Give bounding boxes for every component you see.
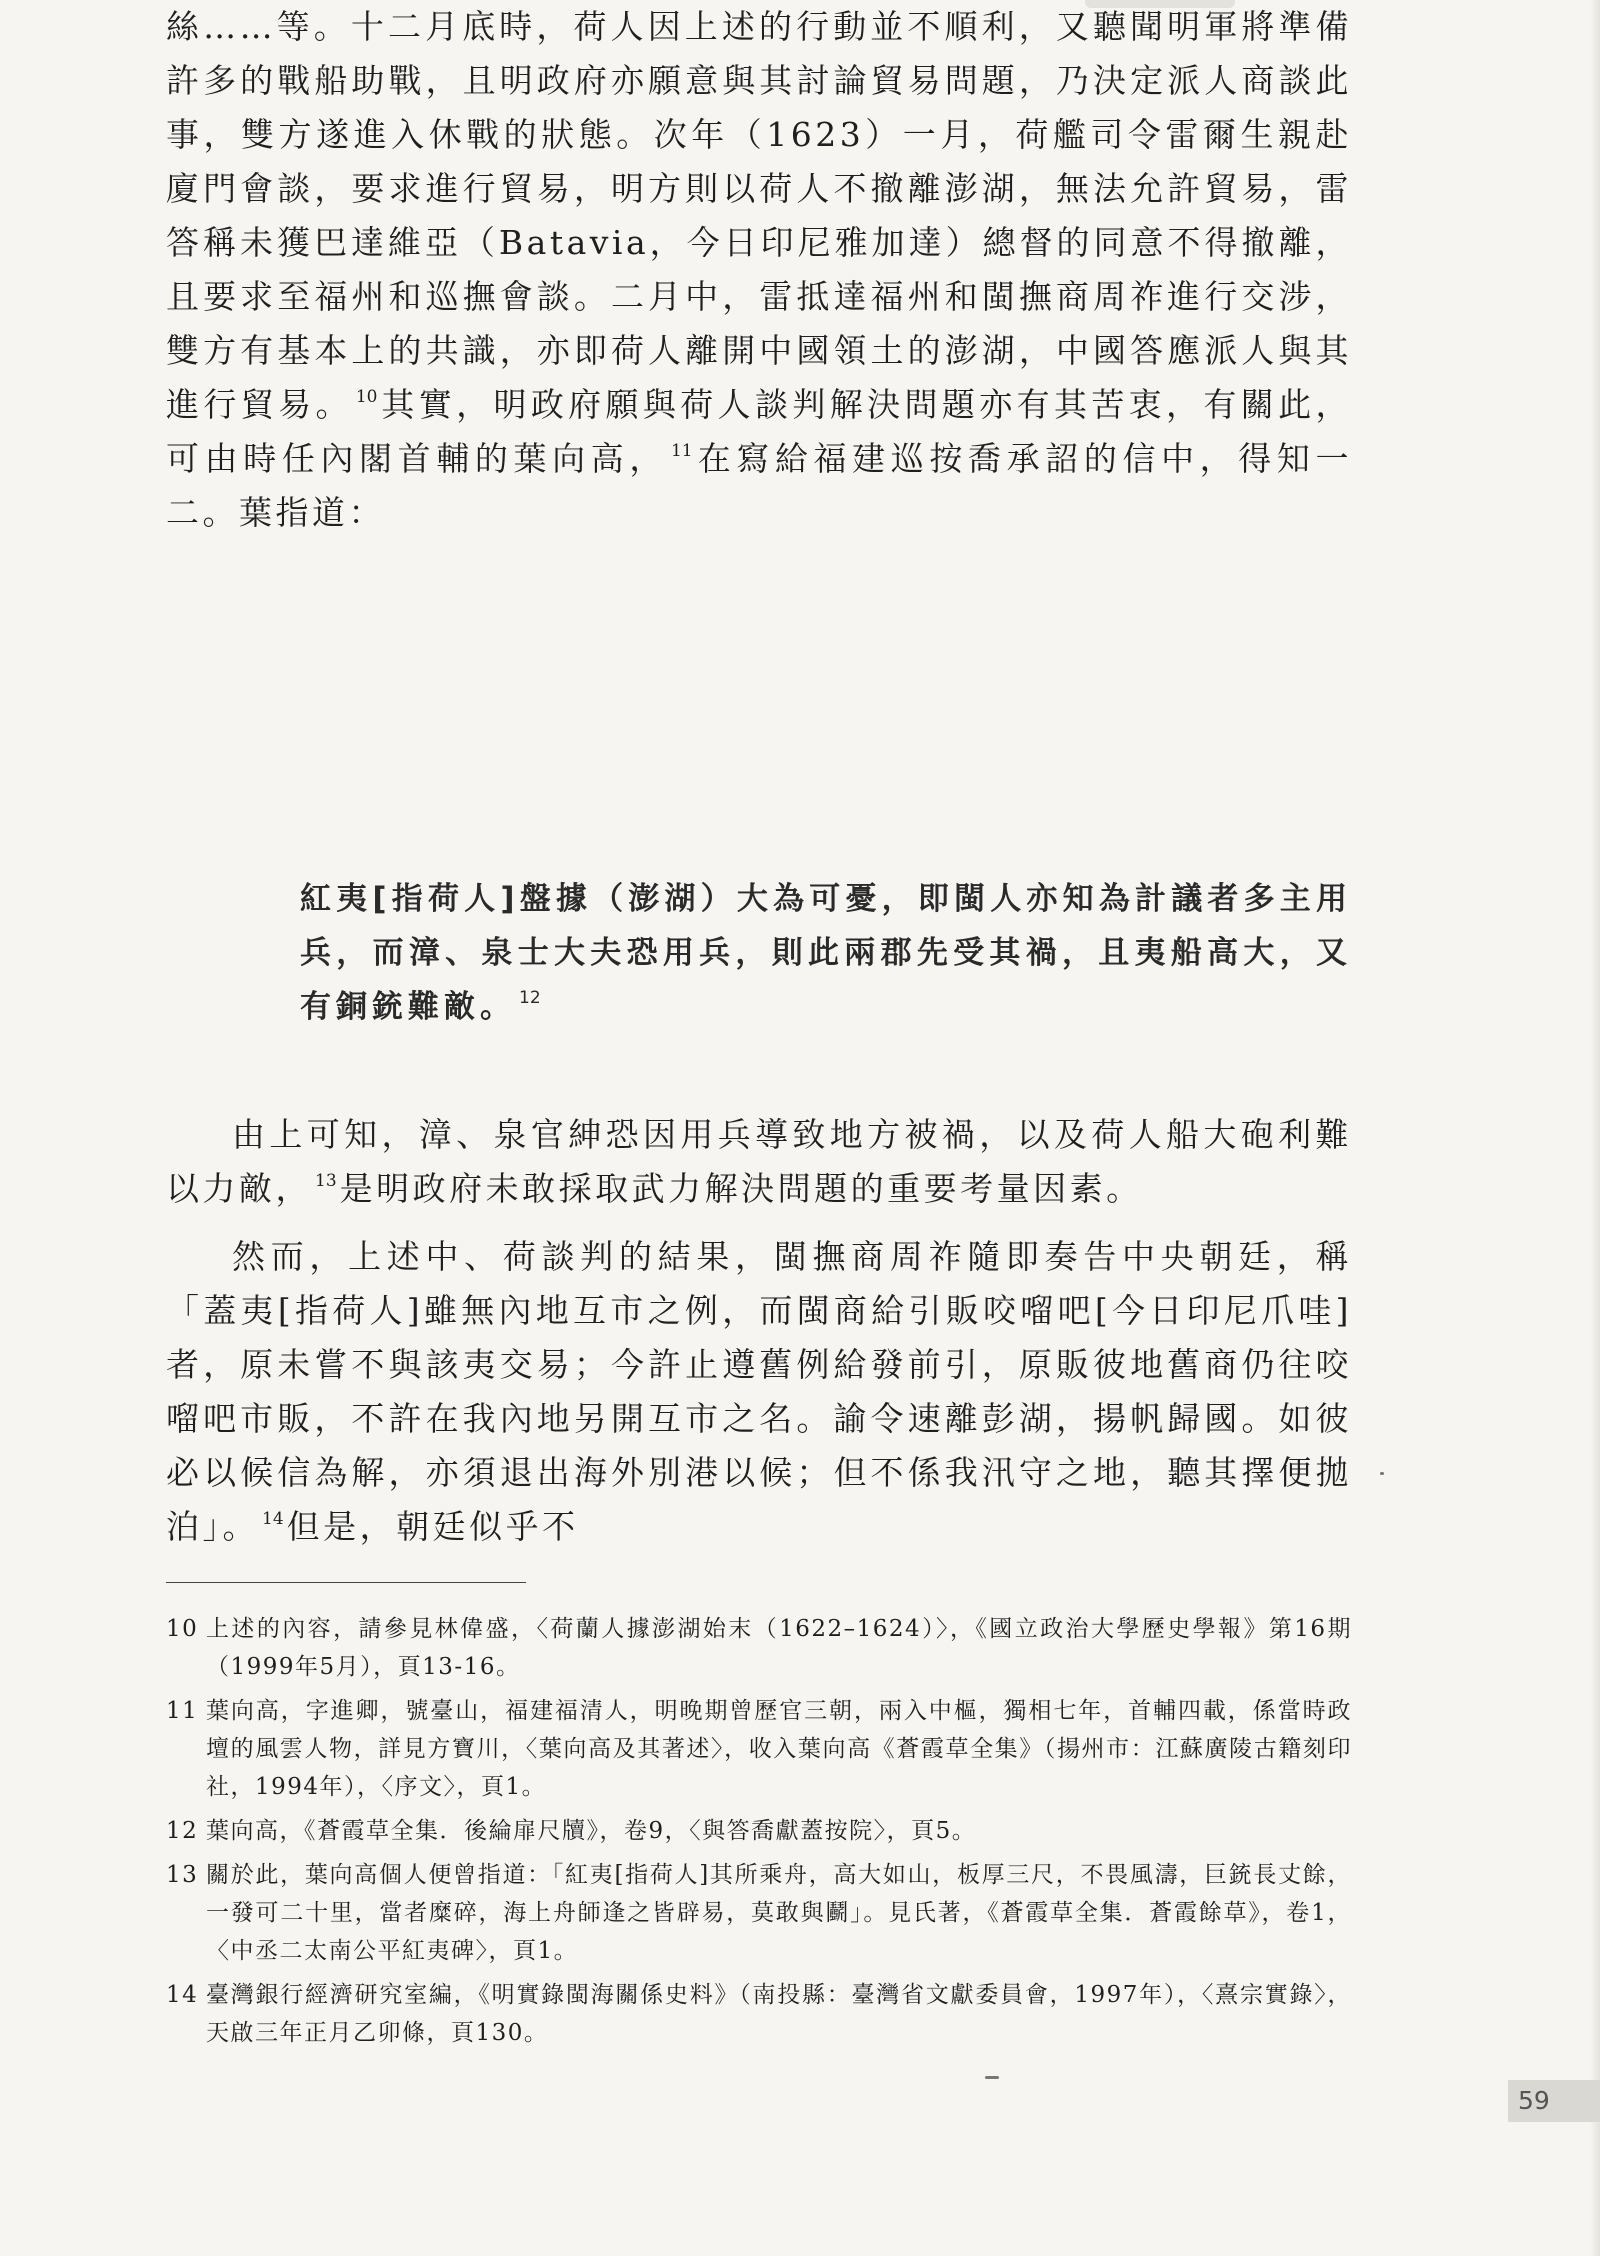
text-run: 絲……等。十二月底時，荷人因上述的行動並不順利，又聽聞明軍將準備許多的戰船助戰，且明政府亦願意與其討論貿易問題，乃決定派人商談此事，雙方遂進入休戰的狀態。次年（1623）一月，荷艦司令雷爾生親赴廈門會談，要求進行貿易，明方則以荷人不撤離澎湖，無法允許貿易，雷答稱未獲巴達維亞（Batavia，今日印尼雅加達）總督的同意不得撤離，且要求至福州和巡撫會談。二月中，雷抵達福州和閩撫商周祚進行交涉，雙方有基本上的共識，亦即荷人離開中國領土的澎湖，中國答應派人與其進行貿易。: [166, 7, 1352, 424]
footnote: [166, 1610, 1352, 1686]
footnote-number: 14: [166, 1982, 199, 2008]
footnote: [166, 1856, 1352, 1970]
text-run: 是明政府未敢採取武力解決問題的重要考量因素。: [339, 1169, 1143, 1208]
footnote-text: 葉向高，字進卿，號臺山，福建福清人，明晚期曾歷官三朝，兩入中樞，獨相七年，首輔四載，係當時政壇的風雲人物，詳見方寶川，〈葉向高及其著述〉，收入葉向高《蒼霞草全集》（揚州市：江蘇廣陵古籍刻印社，1994年），〈序文〉，頁1。: [206, 1698, 1352, 1800]
text-run: 然而，上述中、荷談判的結果，閩撫商周祚隨即奏告中央朝廷，稱「蓋夷[指荷人]雖無內地互市之例，而閩商給引販咬𠺕吧[今日印尼爪哇]者，原未嘗不與該夷交易；今許止遵舊例給發前引，原販彼地舊商仍往咬𠺕吧市販，不許在我內地另開互市之名。諭令速離彭湖，揚帆歸國。如彼必以候信為解，亦須退出海外別港以候；但不係我汛守之地，聽其擇便拋泊」。: [166, 1237, 1352, 1546]
footnote-ref[interactable]: 13: [315, 1171, 337, 1191]
footnote-divider: [166, 1582, 526, 1583]
paragraph-2: [166, 1108, 1352, 1216]
footnote-text: 葉向高，《蒼霞草全集．後綸扉尺牘》，卷9，〈與答喬獻蓋按院〉，頁5。: [206, 1818, 977, 1844]
footnote: [166, 1692, 1352, 1806]
footnote-ref[interactable]: 14: [262, 1509, 284, 1529]
paragraph-1: [166, 0, 1352, 540]
text-run: 在寫給福建巡按喬承詔的信中，得知一二。葉指道：: [166, 439, 1353, 532]
paragraph-2-wrap: [166, 1108, 1352, 1216]
scan-speck: [985, 2076, 999, 2079]
footnote-ref[interactable]: 11: [670, 441, 693, 461]
footnote-ref[interactable]: 12: [519, 988, 541, 1008]
footnote-text: 上述的內容，請參見林偉盛，〈荷蘭人據澎湖始末（1622–1624）〉，《國立政治大學歷史學報》第16期（1999年5月），頁13-16。: [206, 1616, 1352, 1680]
footnote-text: 關於此，葉向高個人便曾指道：「紅夷[指荷人]其所乘舟，高大如山，板厚三尺，不畏風濤，巨銃長丈餘，一發可二十里，當者糜碎，海上舟師逢之皆辟易，莫敢與鬬」。見氏著，《蒼霞草全集．蒼霞餘草》，卷1，〈中丞二太南公平紅夷碑〉，頁1。: [206, 1862, 1352, 1964]
footnote-number: 13: [166, 1862, 199, 1888]
scan-speck: [1380, 1472, 1384, 1475]
text-run: 紅夷[指荷人]盤據（澎湖）大為可憂，即閩人亦知為計議者多主用兵，而漳、泉士大夫恐用兵，則此兩郡先受其禍，且夷船高大，又有銅銃難敵。: [300, 881, 1352, 1025]
text-run: 其實，明政府願與荷人談判解決問題亦有其苦衷，有關此，可由時任內閣首輔的葉向高，: [166, 385, 1353, 478]
footnote-number: 11: [166, 1698, 199, 1724]
footnotes: [166, 1610, 1352, 2058]
page-number: 59: [1508, 2080, 1600, 2122]
footnote-number: 10: [166, 1616, 199, 1642]
footnote: [166, 1976, 1352, 2052]
footnote-ref[interactable]: 10: [355, 387, 378, 407]
paragraph-3-wrap: [166, 1230, 1352, 1554]
footnote: [166, 1812, 1352, 1850]
block-quote: [300, 872, 1352, 1034]
footnote-number: 12: [166, 1818, 199, 1844]
paragraph-3: [166, 1230, 1352, 1554]
text-run: 但是，朝廷似乎不: [286, 1507, 579, 1546]
page-edge-shadow: [1590, 0, 1600, 2256]
footnote-text: 臺灣銀行經濟研究室編，《明實錄閩海關係史料》（南投縣：臺灣省文獻委員會，1997年），〈熹宗實錄〉，天啟三年正月乙卯條，頁130。: [206, 1982, 1352, 2046]
text-run: 由上可知，漳、泉官紳恐因用兵導致地方被禍，以及荷人船大砲利難以力敵，: [166, 1115, 1352, 1208]
